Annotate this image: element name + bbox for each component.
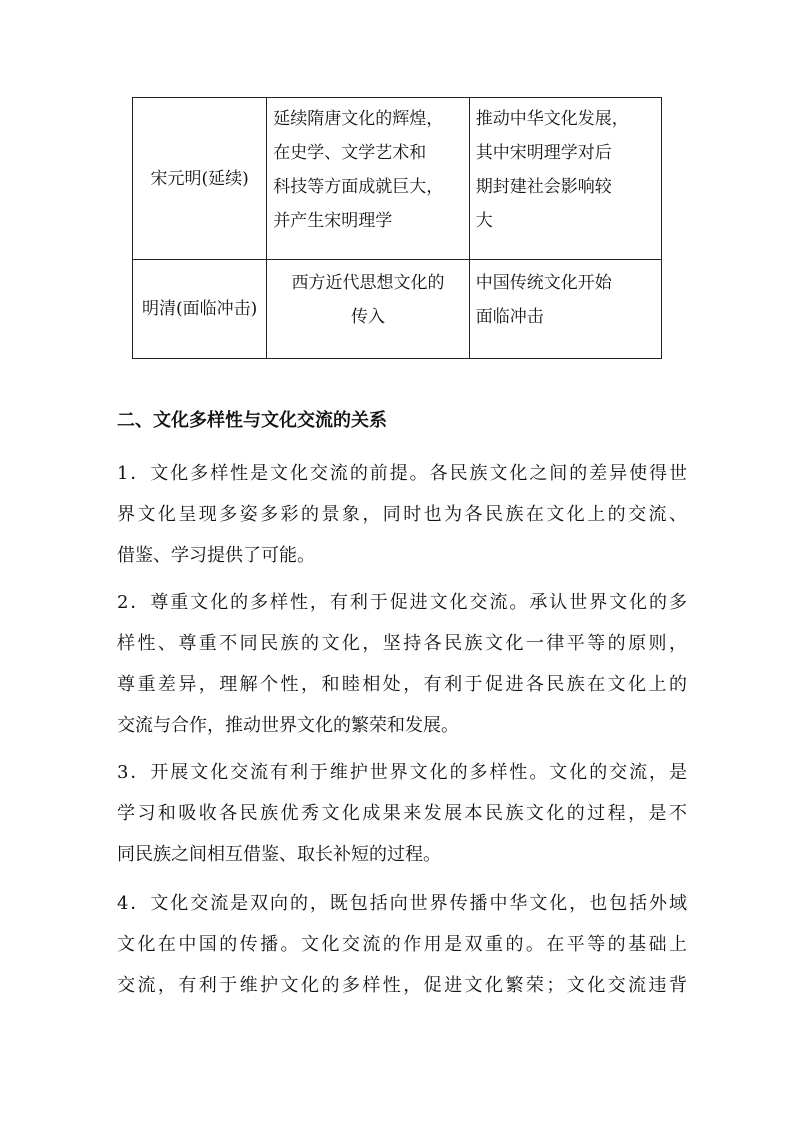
effect-line: 其中宋明理学对后 <box>475 143 612 163</box>
effect-line: 大 <box>475 211 493 231</box>
period-label: 宋元明(延续) <box>150 168 249 189</box>
content-line: 延续隋唐文化的辉煌， <box>273 109 444 129</box>
paragraph-line: 交流，有利于维护文化的多样性，促进文化繁荣；文化交流违背 <box>117 975 687 996</box>
paragraph-line: 尊重差异，理解个性，和睦相处，有利于促进各民族在文化上的 <box>117 674 687 695</box>
paragraph-line: 样性、尊重不同民族的文化，坚持各民族文化一律平等的原则， <box>117 633 687 654</box>
paragraph-line: 3．开展文化交流有利于维护世界文化的多样性。文化的交流，是 <box>117 762 687 783</box>
effect-line: 推动中华文化发展， <box>475 109 629 129</box>
content-line: 并产生宋明理学 <box>273 211 393 231</box>
paragraph-line: 学习和吸收各民族优秀文化成果来发展本民族文化的过程，是不 <box>117 803 687 824</box>
content-cell <box>267 98 469 260</box>
effect-cell <box>469 260 661 359</box>
period-label: 明清(面临冲击) <box>142 299 258 319</box>
effect-line: 期封建社会影响较 <box>475 177 612 197</box>
paragraph-line: 1．文化多样性是文化交流的前提。各民族文化之间的差异使得世 <box>117 463 687 484</box>
paragraph-line: 交流与合作，推动世界文化的繁荣和发展。 <box>117 715 459 736</box>
table-row <box>133 260 662 359</box>
paragraph-line: 4．文化交流是双向的，既包括向世界传播中华文化，也包括外域 <box>117 893 687 914</box>
paragraph-3 <box>117 752 687 875</box>
effect-line: 中国传统文化开始 <box>475 273 612 293</box>
effect-line: 面临冲击 <box>475 307 544 327</box>
content-line: 在史学、文学艺术和 <box>273 143 427 163</box>
paragraph-line: 借鉴、学习提供了可能。 <box>117 545 315 566</box>
paragraph-1 <box>117 453 687 576</box>
content-line: 科技等方面成就巨大， <box>273 177 444 197</box>
paragraph-4 <box>117 883 687 1006</box>
section-heading: 二、文化多样性与文化交流的关系 <box>117 410 387 431</box>
content-line: 西方近代思想文化的 <box>291 273 445 293</box>
paragraph-line: 2．尊重文化的多样性，有利于促进文化交流。承认世界文化的多 <box>117 592 687 613</box>
paragraph-2 <box>117 582 687 746</box>
paragraph-line: 文化在中国的传播。文化交流的作用是双重的。在平等的基础上 <box>117 934 687 955</box>
table-row <box>133 98 662 260</box>
culture-periods-table <box>132 97 662 359</box>
content-cell <box>267 260 469 359</box>
paragraph-line: 同民族之间相互借鉴、取长补短的过程。 <box>117 844 441 865</box>
effect-cell <box>469 98 661 260</box>
period-cell <box>133 260 267 359</box>
content-line: 传入 <box>351 307 385 327</box>
period-cell <box>133 98 267 260</box>
paragraph-line: 界文化呈现多姿多彩的景象，同时也为各民族在文化上的交流、 <box>117 504 687 525</box>
